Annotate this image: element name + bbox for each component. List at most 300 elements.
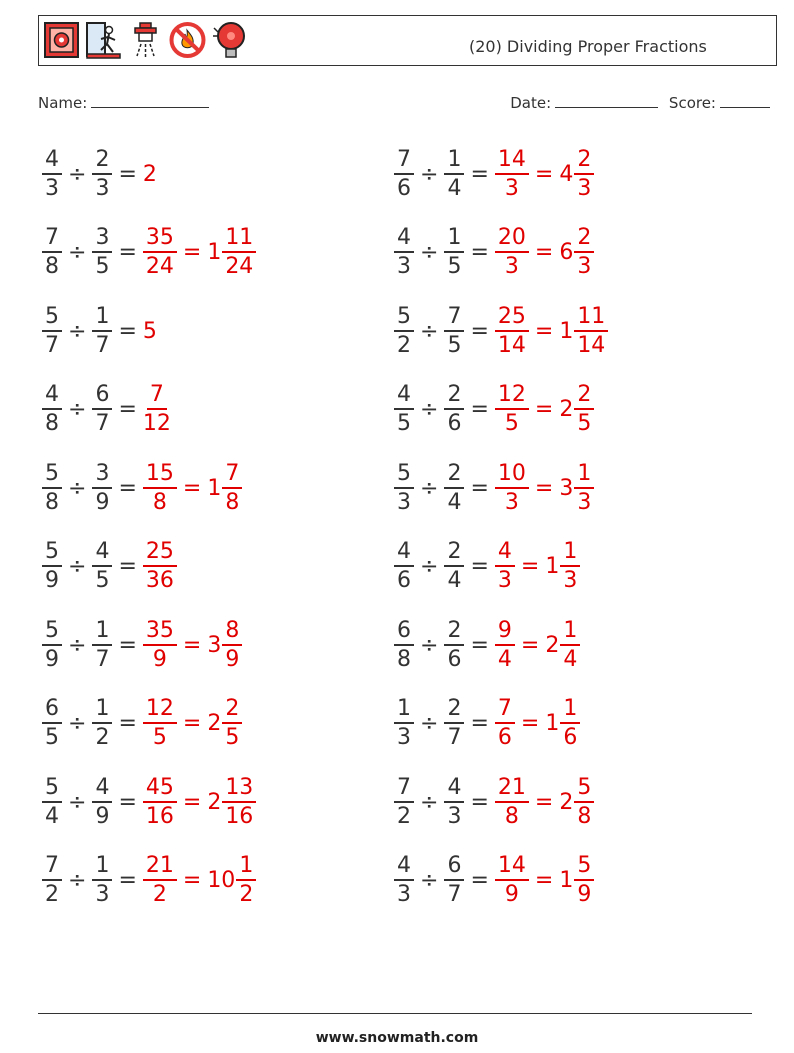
numerator: 7 — [222, 463, 242, 489]
dividend-fraction — [42, 774, 62, 829]
answer — [143, 774, 256, 829]
numerator: 45 — [143, 777, 177, 803]
divisor-fraction — [92, 698, 112, 749]
answer — [143, 541, 177, 592]
denominator: 9 — [95, 803, 110, 829]
denominator: 7 — [95, 646, 110, 672]
answer-improper-fraction — [143, 460, 177, 515]
divide-sign: ÷ — [68, 475, 87, 501]
emergency-exit-icon — [85, 20, 122, 60]
problem-row — [394, 615, 580, 675]
numerator: 1 — [236, 855, 256, 881]
equals-sign: = — [470, 475, 489, 501]
problem-row — [394, 458, 594, 518]
numerator: 7 — [42, 227, 62, 253]
denominator: 6 — [447, 646, 462, 672]
dividend-fraction — [42, 384, 62, 435]
divisor-fraction — [444, 303, 464, 358]
divide-sign: ÷ — [420, 554, 439, 579]
divide-sign: ÷ — [420, 318, 439, 344]
dividend-fraction — [394, 774, 414, 829]
footer-divider — [38, 1013, 752, 1014]
denominator: 5 — [447, 332, 462, 358]
answer-mixed-fraction — [574, 384, 594, 435]
numerator: 4 — [92, 777, 112, 803]
problem-row — [42, 458, 242, 518]
dividend-fraction — [394, 617, 414, 672]
numerator: 2 — [222, 698, 242, 724]
numerator: 3 — [92, 463, 112, 489]
answer-mixed-fraction — [560, 541, 580, 592]
denominator: 8 — [152, 489, 167, 515]
answer — [143, 698, 242, 749]
equals-sign: = — [118, 475, 137, 501]
numerator: 5 — [394, 463, 414, 489]
denominator: 3 — [577, 175, 592, 201]
denominator: 8 — [225, 489, 240, 515]
answer-improper-fraction — [495, 227, 529, 278]
denominator: 24 — [145, 254, 174, 279]
numerator: 5 — [42, 306, 62, 332]
name-label: Name: — [38, 94, 88, 112]
divisor-fraction — [444, 617, 464, 672]
answer-whole: 5 — [142, 318, 157, 344]
answer — [143, 617, 242, 672]
answer-improper-fraction — [143, 774, 177, 829]
answer-equals-sign: = — [534, 789, 554, 815]
numerator: 2 — [444, 620, 464, 646]
answer-mixed-fraction — [574, 303, 608, 358]
answer — [143, 460, 242, 515]
numerator: 7 — [444, 306, 464, 332]
numerator: 11 — [222, 227, 256, 253]
answer — [495, 227, 594, 278]
answer-mixed-fraction — [574, 855, 594, 906]
numerator: 1 — [92, 855, 112, 881]
divide-sign: ÷ — [420, 475, 439, 501]
numerator: 5 — [42, 541, 62, 567]
date-blank[interactable] — [555, 93, 658, 108]
divide-sign: ÷ — [68, 397, 87, 422]
answer-equals-sign: = — [182, 711, 202, 736]
equals-sign: = — [470, 632, 489, 658]
answer-mixed-fraction — [574, 774, 594, 829]
equals-sign: = — [118, 554, 137, 579]
denominator: 3 — [397, 254, 411, 279]
no-fire-icon — [169, 20, 206, 60]
numerator: 1 — [574, 463, 594, 489]
denominator: 4 — [447, 568, 462, 593]
numerator: 6 — [92, 384, 112, 410]
numerator: 6 — [394, 620, 414, 646]
answer-mixed-fraction — [560, 698, 580, 749]
denominator: 8 — [577, 803, 592, 829]
dividend-fraction — [42, 541, 62, 592]
divide-sign: ÷ — [420, 789, 439, 815]
answer — [495, 855, 594, 906]
equals-sign: = — [118, 397, 137, 422]
sprinkler-icon — [127, 20, 164, 60]
denominator: 3 — [447, 803, 462, 829]
answer-mixed-fraction — [236, 855, 256, 906]
numerator: 1 — [394, 698, 414, 724]
denominator: 5 — [225, 725, 240, 750]
denominator: 7 — [95, 332, 110, 358]
denominator: 9 — [95, 489, 110, 515]
answer-whole: 1 — [545, 554, 560, 579]
denominator: 2 — [397, 803, 411, 829]
worksheet-title: (20) Dividing Proper Fractions — [469, 37, 707, 56]
divide-sign: ÷ — [68, 632, 87, 658]
answer-improper-fraction — [495, 855, 529, 906]
denominator: 3 — [397, 489, 411, 515]
answer-equals-sign: = — [534, 475, 554, 501]
equals-sign: = — [470, 397, 489, 422]
equals-sign: = — [470, 240, 489, 265]
answer-whole: 4 — [559, 161, 574, 187]
divide-sign: ÷ — [420, 711, 439, 736]
denominator: 6 — [563, 725, 578, 750]
denominator: 8 — [45, 411, 59, 436]
problem-row — [42, 772, 256, 832]
dividend-fraction — [394, 146, 414, 201]
numerator: 2 — [444, 541, 464, 567]
answer-improper-fraction — [143, 698, 177, 749]
divisor-fraction — [92, 384, 112, 435]
numerator: 4 — [394, 855, 414, 881]
divisor-fraction — [444, 146, 464, 201]
denominator: 16 — [145, 803, 174, 829]
denominator: 4 — [497, 646, 512, 672]
numerator: 25 — [143, 541, 177, 567]
equals-sign: = — [118, 632, 137, 658]
denominator: 3 — [504, 254, 519, 279]
dividend-fraction — [42, 146, 62, 201]
answer-improper-fraction — [143, 541, 177, 592]
equals-sign: = — [118, 318, 137, 344]
answer-equals-sign: = — [182, 240, 202, 265]
divisor-fraction — [444, 698, 464, 749]
equals-sign: = — [118, 161, 137, 187]
numerator: 1 — [560, 620, 580, 646]
answer-whole: 1 — [559, 318, 574, 344]
answer-whole: 10 — [207, 868, 236, 893]
numerator: 3 — [92, 227, 112, 253]
divide-sign: ÷ — [68, 240, 87, 265]
name-field[interactable] — [38, 93, 209, 112]
denominator: 9 — [577, 882, 592, 907]
divisor-fraction — [92, 774, 112, 829]
divisor-fraction — [444, 227, 464, 278]
denominator: 2 — [397, 332, 411, 358]
denominator: 3 — [504, 175, 519, 201]
divide-sign: ÷ — [420, 397, 439, 422]
answer-whole: 2 — [207, 789, 222, 815]
dividend-fraction — [394, 227, 414, 278]
dividend-fraction — [394, 698, 414, 749]
answer-equals-sign: = — [534, 397, 554, 422]
equals-sign: = — [470, 868, 489, 893]
answer — [495, 698, 580, 749]
answer-whole: 3 — [559, 475, 574, 501]
numerator: 5 — [42, 620, 62, 646]
numerator: 21 — [495, 777, 529, 803]
denominator: 3 — [397, 882, 411, 907]
answer-equals-sign: = — [534, 868, 554, 893]
denominator: 7 — [45, 332, 59, 358]
numerator: 14 — [495, 149, 529, 175]
dividend-fraction — [394, 460, 414, 515]
numerator: 12 — [495, 384, 529, 410]
numerator: 4 — [92, 541, 112, 567]
divisor-fraction — [444, 541, 464, 592]
equals-sign: = — [118, 711, 137, 736]
denominator: 7 — [447, 725, 462, 750]
denominator: 3 — [563, 568, 578, 593]
divide-sign: ÷ — [68, 318, 87, 344]
answer — [495, 146, 594, 201]
dividend-fraction — [42, 227, 62, 278]
problem-row — [42, 615, 242, 675]
numerator: 11 — [574, 306, 608, 332]
answer — [143, 162, 157, 187]
answer-mixed-fraction — [222, 227, 256, 278]
answer-improper-fraction — [495, 460, 529, 515]
denominator: 9 — [45, 646, 59, 672]
answer-equals-sign: = — [182, 868, 202, 893]
answer-improper-fraction — [143, 384, 171, 435]
numerator: 1 — [560, 698, 580, 724]
denominator: 14 — [497, 332, 526, 358]
denominator: 5 — [45, 725, 59, 750]
divide-sign: ÷ — [68, 789, 87, 815]
equals-sign: = — [118, 868, 137, 893]
answer-improper-fraction — [495, 617, 515, 672]
answer-equals-sign: = — [520, 711, 540, 736]
numerator: 7 — [394, 149, 414, 175]
numerator: 12 — [143, 698, 177, 724]
equals-sign: = — [470, 161, 489, 187]
denominator: 6 — [397, 568, 411, 593]
answer-improper-fraction — [495, 303, 529, 358]
dividend-fraction — [42, 617, 62, 672]
answer-improper-fraction — [495, 384, 529, 435]
answer-equals-sign: = — [534, 161, 554, 187]
denominator: 24 — [225, 254, 254, 279]
divisor-fraction — [92, 855, 112, 906]
numerator: 2 — [444, 698, 464, 724]
problem-row — [42, 380, 171, 440]
numerator: 7 — [147, 384, 167, 410]
denominator: 7 — [447, 882, 462, 907]
numerator: 2 — [92, 149, 112, 175]
numerator: 10 — [495, 463, 529, 489]
numerator: 7 — [495, 698, 515, 724]
denominator: 5 — [447, 254, 462, 279]
answer-whole: 1 — [207, 475, 222, 501]
answer-whole: 2 — [559, 397, 574, 422]
problem-row — [394, 694, 580, 754]
numerator: 35 — [143, 620, 177, 646]
answer-improper-fraction — [495, 146, 529, 201]
denominator: 4 — [447, 175, 462, 201]
answer-whole: 1 — [545, 711, 560, 736]
denominator: 3 — [577, 254, 592, 279]
divisor-fraction — [444, 460, 464, 515]
numerator: 2 — [574, 384, 594, 410]
numerator: 13 — [222, 777, 256, 803]
denominator: 4 — [447, 489, 462, 515]
denominator: 2 — [152, 882, 167, 907]
answer-mixed-fraction — [574, 227, 594, 278]
numerator: 4 — [394, 541, 414, 567]
numerator: 5 — [42, 463, 62, 489]
equals-sign: = — [470, 789, 489, 815]
dividend-fraction — [42, 303, 62, 358]
problem-row — [394, 851, 594, 911]
problem-row — [42, 694, 242, 754]
numerator: 4 — [495, 541, 515, 567]
dividend-fraction — [42, 855, 62, 906]
answer — [143, 319, 157, 344]
denominator: 3 — [577, 489, 592, 515]
numerator: 21 — [143, 855, 177, 881]
numerator: 2 — [444, 384, 464, 410]
numerator: 35 — [143, 227, 177, 253]
denominator: 5 — [152, 725, 167, 750]
numerator: 1 — [92, 698, 112, 724]
worksheet-header — [38, 15, 777, 66]
answer-equals-sign: = — [534, 318, 554, 344]
fire-alarm-bell-icon — [211, 20, 248, 60]
numerator: 1 — [444, 227, 464, 253]
denominator: 3 — [504, 489, 519, 515]
answer-whole: 2 — [545, 632, 560, 658]
answer-mixed-fraction — [222, 698, 242, 749]
dividend-fraction — [394, 384, 414, 435]
divisor-fraction — [92, 227, 112, 278]
divide-sign: ÷ — [420, 240, 439, 265]
denominator: 3 — [497, 568, 512, 593]
date-label: Date: — [510, 94, 552, 112]
numerator: 4 — [42, 384, 62, 410]
problem-row — [394, 301, 608, 361]
denominator: 16 — [225, 803, 254, 829]
answer-improper-fraction — [495, 774, 529, 829]
answer — [143, 384, 171, 435]
answer — [495, 460, 594, 515]
denominator: 4 — [563, 646, 578, 672]
answer — [495, 541, 580, 592]
divisor-fraction — [92, 541, 112, 592]
denominator: 2 — [45, 882, 59, 907]
numerator: 4 — [394, 227, 414, 253]
score-label: Score: — [668, 94, 716, 112]
footer-url: www.snowmath.com — [315, 1030, 479, 1046]
numerator: 4 — [394, 384, 414, 410]
equals-sign: = — [118, 789, 137, 815]
equals-sign: = — [470, 711, 489, 736]
divide-sign: ÷ — [68, 711, 87, 736]
dividend-fraction — [42, 460, 62, 515]
divisor-fraction — [444, 774, 464, 829]
equals-sign: = — [118, 240, 137, 265]
divisor-fraction — [92, 303, 112, 358]
numerator: 5 — [42, 777, 62, 803]
fire-alarm-panel-icon — [43, 20, 80, 60]
answer-whole: 3 — [207, 632, 222, 658]
denominator: 6 — [447, 411, 462, 436]
denominator: 4 — [45, 803, 59, 829]
divisor-fraction — [92, 617, 112, 672]
answer — [143, 227, 256, 278]
numerator: 4 — [444, 777, 464, 803]
denominator: 12 — [142, 411, 171, 436]
numerator: 7 — [42, 855, 62, 881]
denominator: 3 — [397, 725, 411, 750]
problem-row — [394, 144, 594, 204]
denominator: 6 — [397, 175, 411, 201]
denominator: 5 — [397, 411, 411, 436]
problem-row — [42, 851, 256, 911]
answer-improper-fraction — [495, 698, 515, 749]
denominator: 36 — [145, 568, 174, 593]
denominator: 5 — [95, 254, 110, 279]
denominator: 8 — [397, 646, 411, 672]
numerator: 2 — [574, 227, 594, 253]
denominator: 3 — [95, 882, 110, 907]
divisor-fraction — [92, 460, 112, 515]
dividend-fraction — [42, 698, 62, 749]
divisor-fraction — [444, 855, 464, 906]
answer — [495, 617, 580, 672]
divide-sign: ÷ — [420, 161, 439, 187]
denominator: 9 — [152, 646, 167, 672]
score-blank[interactable] — [720, 93, 770, 108]
answer-equals-sign: = — [520, 632, 540, 658]
equals-sign: = — [470, 554, 489, 579]
numerator: 5 — [574, 855, 594, 881]
denominator: 6 — [497, 725, 512, 750]
denominator: 9 — [225, 646, 240, 672]
answer-whole: 6 — [559, 240, 574, 265]
answer-equals-sign: = — [182, 475, 202, 501]
answer — [495, 303, 608, 358]
numerator: 25 — [495, 306, 529, 332]
numerator: 8 — [222, 620, 242, 646]
problem-row — [394, 537, 580, 597]
answer-mixed-fraction — [574, 460, 594, 515]
name-blank[interactable] — [91, 93, 209, 108]
divisor-fraction — [92, 146, 112, 201]
answer-whole: 2 — [559, 789, 574, 815]
denominator: 9 — [504, 882, 519, 907]
denominator: 5 — [504, 411, 519, 436]
denominator: 5 — [95, 568, 110, 593]
answer-improper-fraction — [143, 617, 177, 672]
divisor-fraction — [444, 384, 464, 435]
dividend-fraction — [394, 303, 414, 358]
numerator: 7 — [394, 777, 414, 803]
answer-whole: 1 — [559, 868, 574, 893]
numerator: 14 — [495, 855, 529, 881]
answer-equals-sign: = — [182, 632, 202, 658]
answer-whole: 1 — [207, 240, 222, 265]
answer — [495, 774, 594, 829]
problem-row — [42, 144, 157, 204]
denominator: 3 — [45, 175, 59, 201]
denominator: 7 — [95, 411, 110, 436]
